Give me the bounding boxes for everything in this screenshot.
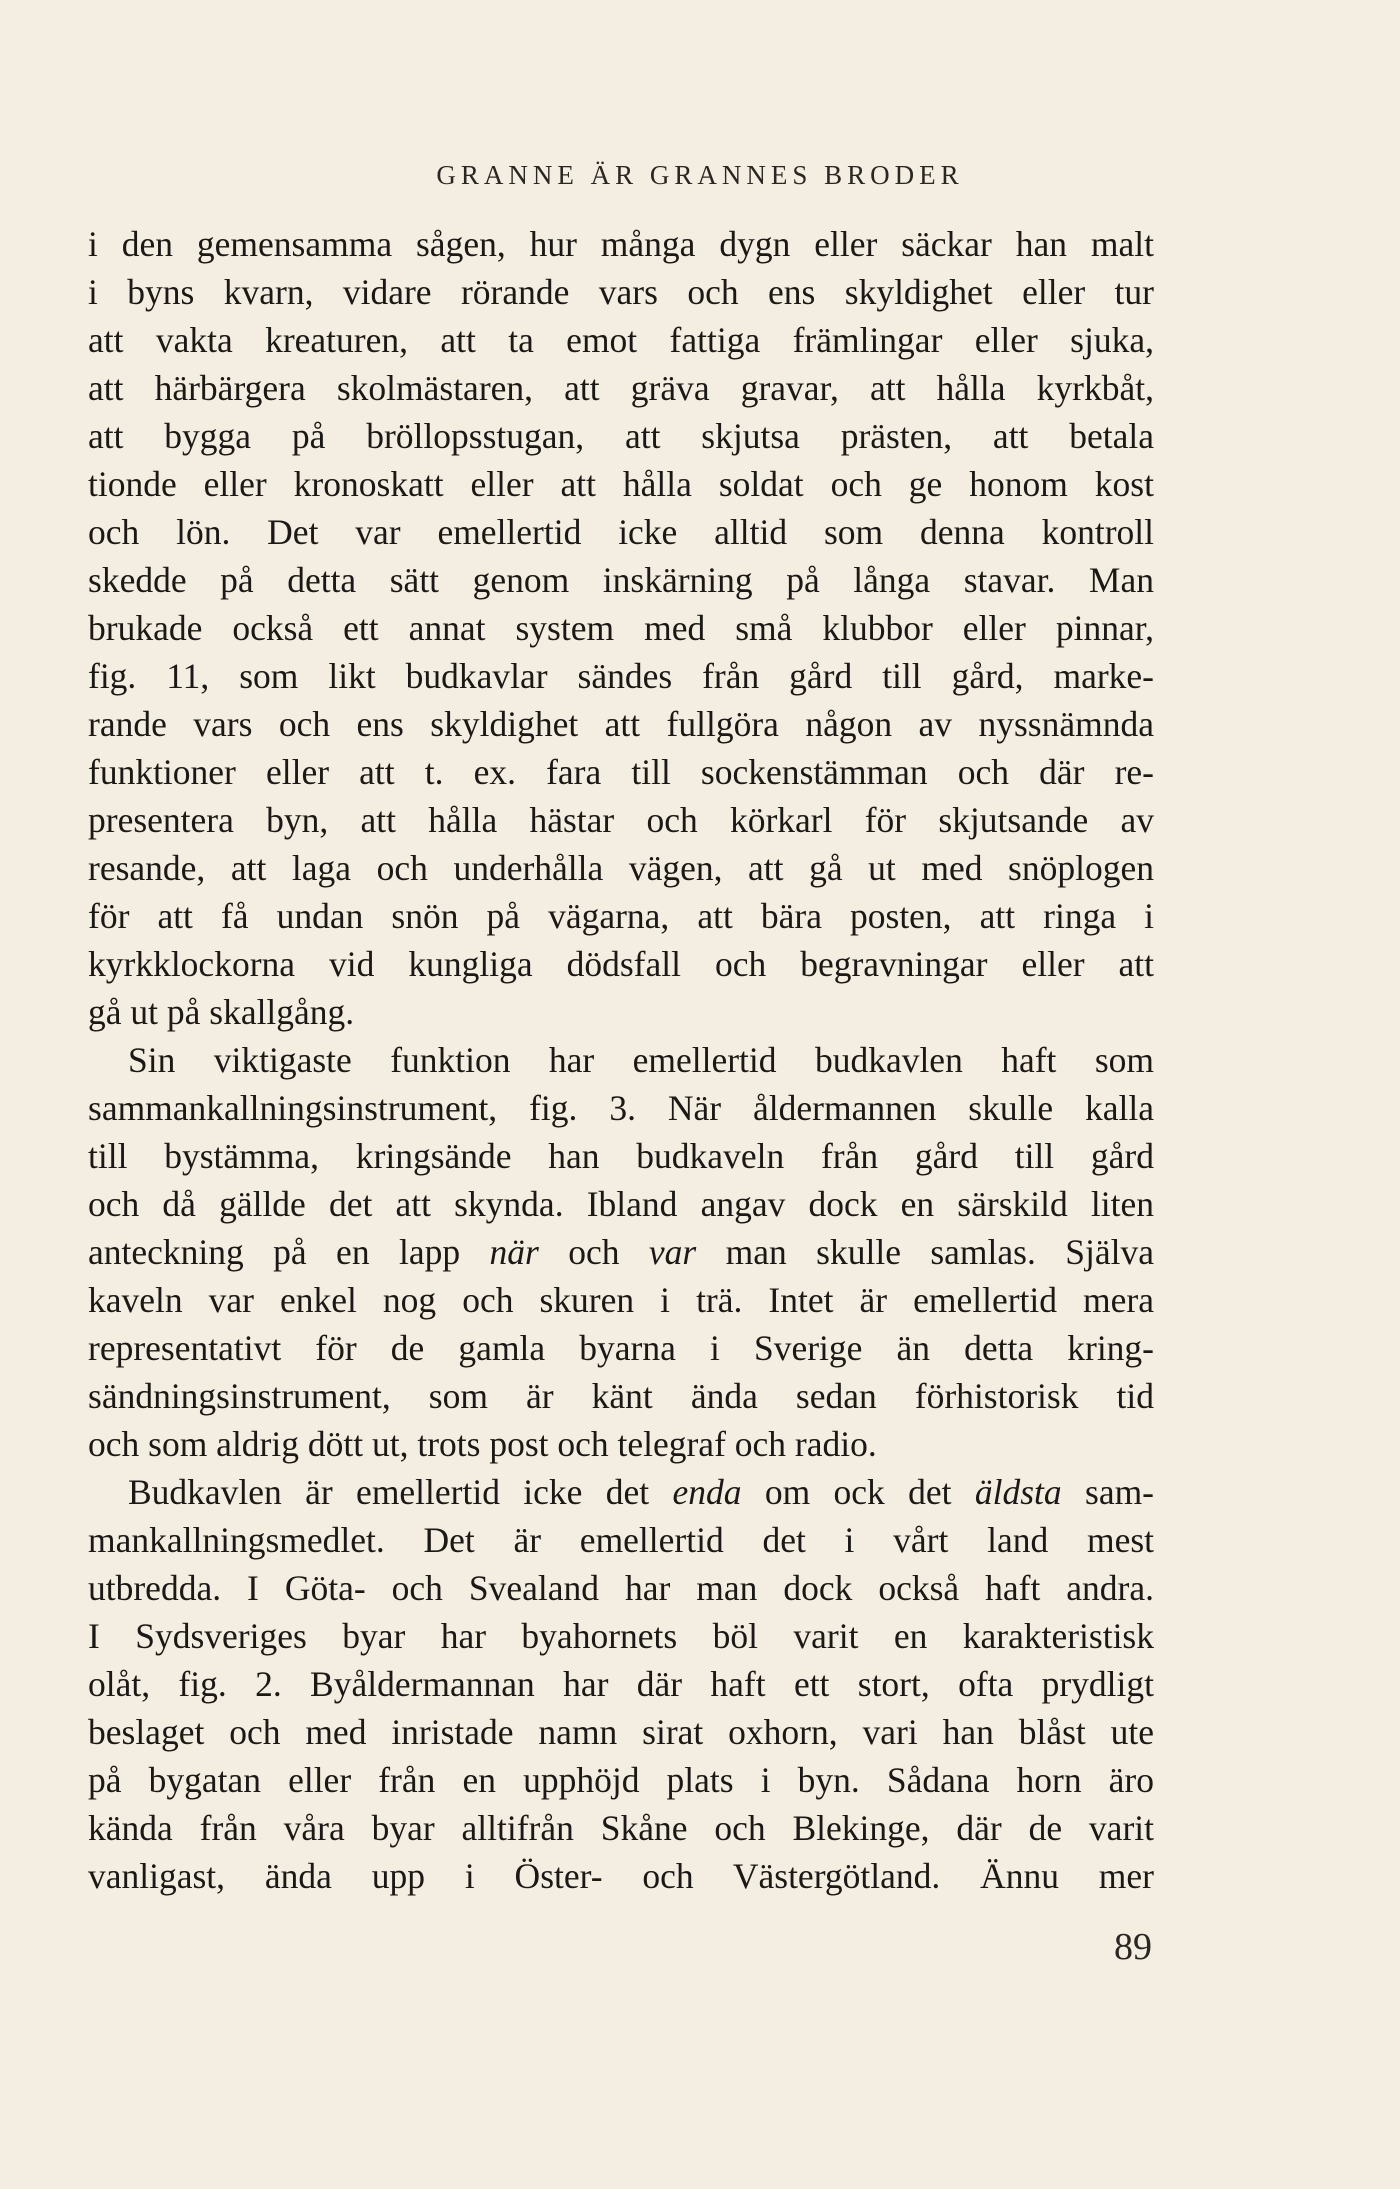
text-line: i byns kvarn, vidare rörande vars och ens skyldighet eller tur [88,272,1154,312]
italic-word: äldsta [974,1472,1062,1512]
text-line: till bystämma, kringsände han budkaveln från gård till gård [88,1136,1154,1176]
paragraph-1 [88,220,1154,1036]
text-line-with-italics [88,1228,1154,1276]
text-line: Sin viktigaste funktion har emellertid budkavlen haft som [128,1040,1154,1080]
text-segment: anteckning på en lapp [88,1232,461,1272]
text-line: brukade också ett annat system med små klubbor eller pinnar, [88,608,1154,648]
text-line: representativt för de gamla byarna i Sverige än detta kring- [88,1328,1154,1368]
text-line: och lön. Det var emellertid icke alltid som denna kontroll [88,512,1154,552]
running-head: GRANNE ÄR GRANNES BRODER [436,160,964,190]
text-line: kända från våra byar alltifrån Skåne och Blekinge, där de varit [88,1808,1154,1848]
text-line-with-italics [88,1468,1154,1516]
paragraph-3 [88,1468,1154,1900]
text-line: på bygatan eller från en upphöjd plats i byn. Sådana horn äro [88,1760,1154,1800]
text-line: beslaget och med inristade namn sirat oxhorn, vari han blåst ute [88,1712,1154,1752]
text-line: presentera byn, att hålla hästar och körkarl för skjutsande av [88,800,1154,840]
text-line: för att få undan snön på vägarna, att bära posten, att ringa i [88,896,1154,936]
text-line: skedde på detta sätt genom inskärning på långa stavar. Man [88,560,1154,600]
text-line: att härbärgera skolmästaren, att gräva gravar, att hålla kyrkbåt, [88,368,1154,408]
text-line: sammankallningsinstrument, fig. 3. När åldermannen skulle kalla [88,1088,1154,1128]
text-segment: Budkavlen är emellertid icke det [128,1472,650,1512]
text-line: och då gällde det att skynda. Ibland angav dock en särskild liten [88,1184,1154,1224]
text-line: sändningsinstrument, som är känt ända sedan förhistorisk tid [88,1376,1154,1416]
text-line: och som aldrig dött ut, trots post och telegraf och radio. [88,1424,877,1464]
paragraph-2 [88,1036,1154,1468]
text-line: rande vars och ens skyldighet att fullgöra någon av nyssnämnda [88,704,1154,744]
body-text [88,220,1154,1900]
text-segment: man skulle samlas. Själva [725,1232,1154,1272]
text-line: resande, att laga och underhålla vägen, att gå ut med snöplogen [88,848,1154,888]
text-line: utbredda. I Göta- och Svealand har man dock också haft andra. [88,1568,1154,1608]
text-line: i den gemensamma sågen, hur många dygn eller säckar han malt [88,224,1154,264]
text-line: fig. 11, som likt budkavlar sändes från gård till gård, marke- [88,656,1154,696]
text-line: mankallningsmedlet. Det är emellertid det i vårt land mest [88,1520,1154,1560]
italic-word: var [648,1232,697,1272]
text-line: gå ut på skallgång. [88,992,355,1032]
page-number: 89 [1114,1926,1152,1968]
text-segment: sam- [1085,1472,1155,1512]
text-line: funktioner eller att t. ex. fara till sockenstämman och där re- [88,752,1154,792]
text-line: kaveln var enkel nog och skuren i trä. Intet är emellertid mera [88,1280,1154,1320]
text-line: I Sydsveriges byar har byahornets böl varit en karakteristisk [88,1616,1154,1656]
text-line: tionde eller kronoskatt eller att hålla soldat och ge honom kost [88,464,1154,504]
italic-word: när [489,1232,539,1272]
text-line: vanligast, ända upp i Öster- och Västergötland. Ännu mer [88,1856,1154,1896]
text-line: olåt, fig. 2. Byåldermannan har där haft ett stort, ofta prydligt [88,1664,1154,1704]
text-line: kyrkklockorna vid kungliga dödsfall och begravningar eller att [88,944,1154,984]
text-line: att vakta kreaturen, att ta emot fattiga främlingar eller sjuka, [88,320,1154,360]
text-segment: om ock det [764,1472,952,1512]
text-segment: och [568,1232,620,1272]
italic-word: enda [672,1472,742,1512]
text-line: att bygga på bröllopsstugan, att skjutsa prästen, att betala [88,416,1154,456]
